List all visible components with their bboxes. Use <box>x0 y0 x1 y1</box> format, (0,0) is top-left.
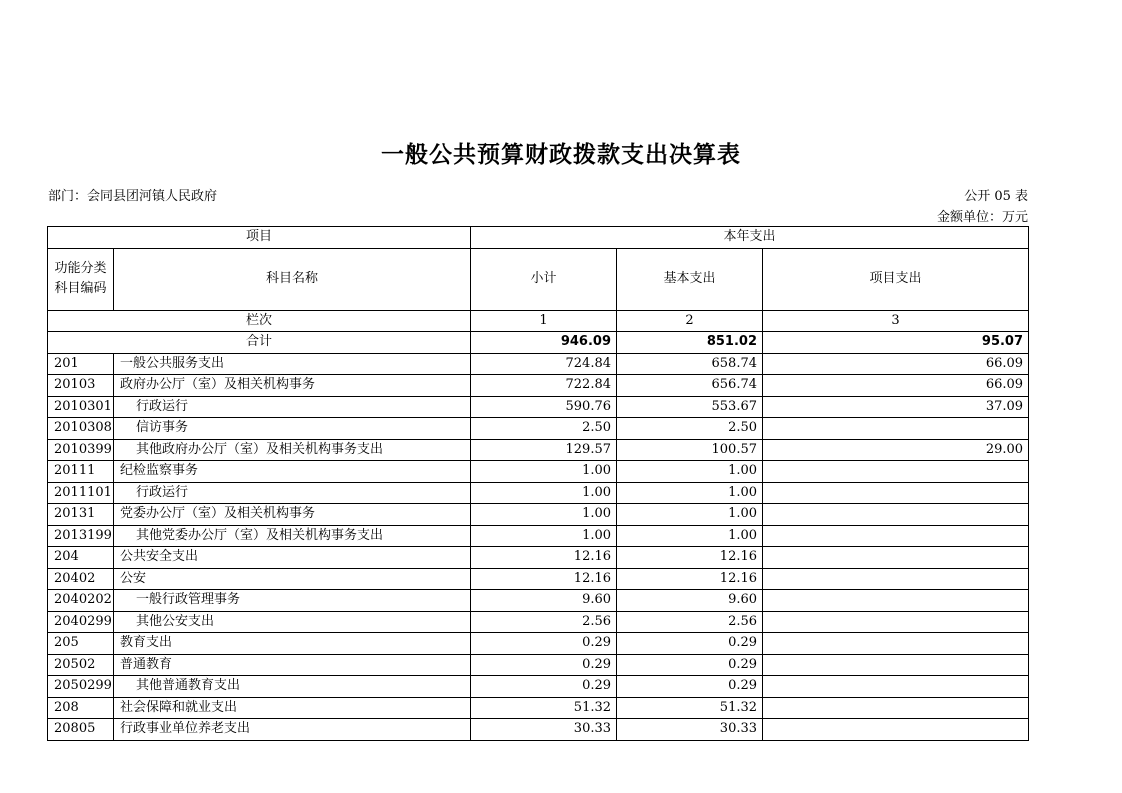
row-project: 66.09 <box>763 375 1029 397</box>
row-code: 201 <box>48 353 114 375</box>
table-row <box>48 590 1029 612</box>
row-code: 2013199 <box>48 525 114 547</box>
row-basic: 553.67 <box>617 396 763 418</box>
row-basic: 1.00 <box>617 461 763 483</box>
total-subtotal: 946.09 <box>471 332 617 354</box>
table-row <box>48 697 1029 719</box>
header-row-2 <box>48 248 1029 310</box>
header-subtotal: 小计 <box>471 248 617 310</box>
row-name: 其他公安支出 <box>114 611 471 633</box>
row-subtotal: 1.00 <box>471 525 617 547</box>
row-code: 2010308 <box>48 418 114 440</box>
row-project <box>763 525 1029 547</box>
column-number-2: 2 <box>617 310 763 332</box>
row-code: 20111 <box>48 461 114 483</box>
row-subtotal: 1.00 <box>471 504 617 526</box>
table-row <box>48 439 1029 461</box>
row-name: 其他党委办公厅（室）及相关机构事务支出 <box>114 525 471 547</box>
total-row <box>48 332 1029 354</box>
row-project <box>763 633 1029 655</box>
header-project-exp: 项目支出 <box>763 248 1029 310</box>
header-basic: 基本支出 <box>617 248 763 310</box>
form-number: 公开 05 表 <box>964 189 1028 204</box>
row-basic: 1.00 <box>617 504 763 526</box>
row-name: 政府办公厅（室）及相关机构事务 <box>114 375 471 397</box>
row-project <box>763 590 1029 612</box>
row-project <box>763 697 1029 719</box>
row-code: 2010301 <box>48 396 114 418</box>
table-row <box>48 482 1029 504</box>
row-name: 其他普通教育支出 <box>114 676 471 698</box>
table-row <box>48 611 1029 633</box>
header-code: 功能分类科目编码 <box>48 248 114 310</box>
row-basic: 2.56 <box>617 611 763 633</box>
row-basic: 2.50 <box>617 418 763 440</box>
table-row <box>48 719 1029 741</box>
row-subtotal: 2.50 <box>471 418 617 440</box>
row-name: 一般公共服务支出 <box>114 353 471 375</box>
row-code: 20805 <box>48 719 114 741</box>
table-row <box>48 633 1029 655</box>
row-basic: 656.74 <box>617 375 763 397</box>
row-name: 纪检监察事务 <box>114 461 471 483</box>
row-name: 其他政府办公厅（室）及相关机构事务支出 <box>114 439 471 461</box>
table-row <box>48 654 1029 676</box>
total-project: 95.07 <box>763 332 1029 354</box>
row-basic: 1.00 <box>617 482 763 504</box>
row-basic: 1.00 <box>617 525 763 547</box>
table-row <box>48 676 1029 698</box>
header-row-1 <box>48 227 1029 249</box>
table-row <box>48 525 1029 547</box>
row-basic: 30.33 <box>617 719 763 741</box>
row-code: 2050299 <box>48 676 114 698</box>
row-subtotal: 1.00 <box>471 482 617 504</box>
row-code: 2040202 <box>48 590 114 612</box>
row-subtotal: 0.29 <box>471 633 617 655</box>
row-code: 20103 <box>48 375 114 397</box>
total-basic: 851.02 <box>617 332 763 354</box>
row-code: 2010399 <box>48 439 114 461</box>
header-this-year: 本年支出 <box>471 227 1029 249</box>
row-subtotal: 2.56 <box>471 611 617 633</box>
row-code: 2040299 <box>48 611 114 633</box>
column-number-1: 1 <box>471 310 617 332</box>
row-basic: 51.32 <box>617 697 763 719</box>
row-basic: 658.74 <box>617 353 763 375</box>
row-project <box>763 504 1029 526</box>
row-name: 公安 <box>114 568 471 590</box>
row-name: 党委办公厅（室）及相关机构事务 <box>114 504 471 526</box>
row-code: 20402 <box>48 568 114 590</box>
row-subtotal: 0.29 <box>471 676 617 698</box>
row-subtotal: 9.60 <box>471 590 617 612</box>
row-subtotal: 0.29 <box>471 654 617 676</box>
row-code: 2011101 <box>48 482 114 504</box>
row-basic: 9.60 <box>617 590 763 612</box>
row-subtotal: 1.00 <box>471 461 617 483</box>
table-row <box>48 547 1029 569</box>
row-project: 29.00 <box>763 439 1029 461</box>
table-row <box>48 461 1029 483</box>
page-title: 一般公共预算财政拨款支出决算表 <box>381 141 741 168</box>
expenditure-table <box>47 226 1029 741</box>
row-code: 208 <box>48 697 114 719</box>
row-name: 一般行政管理事务 <box>114 590 471 612</box>
row-basic: 0.29 <box>617 633 763 655</box>
row-subtotal: 30.33 <box>471 719 617 741</box>
row-name: 教育支出 <box>114 633 471 655</box>
table-row <box>48 418 1029 440</box>
table-row <box>48 375 1029 397</box>
row-name: 信访事务 <box>114 418 471 440</box>
department-label: 部门：会同县团河镇人民政府 <box>48 189 218 204</box>
table-row <box>48 353 1029 375</box>
row-basic: 12.16 <box>617 547 763 569</box>
column-number-3: 3 <box>763 310 1029 332</box>
row-name: 公共安全支出 <box>114 547 471 569</box>
row-subtotal: 12.16 <box>471 568 617 590</box>
total-label: 合计 <box>48 332 471 354</box>
row-subtotal: 724.84 <box>471 353 617 375</box>
row-name: 行政运行 <box>114 482 471 504</box>
row-project: 37.09 <box>763 396 1029 418</box>
row-subtotal: 51.32 <box>471 697 617 719</box>
row-project <box>763 547 1029 569</box>
row-name: 普通教育 <box>114 654 471 676</box>
row-basic: 12.16 <box>617 568 763 590</box>
row-basic: 100.57 <box>617 439 763 461</box>
row-project <box>763 654 1029 676</box>
column-number-row <box>48 310 1029 332</box>
row-code: 20502 <box>48 654 114 676</box>
row-basic: 0.29 <box>617 676 763 698</box>
row-subtotal: 590.76 <box>471 396 617 418</box>
row-project <box>763 719 1029 741</box>
row-code: 204 <box>48 547 114 569</box>
row-name: 社会保障和就业支出 <box>114 697 471 719</box>
column-number-label: 栏次 <box>48 310 471 332</box>
row-project <box>763 418 1029 440</box>
row-name: 行政事业单位养老支出 <box>114 719 471 741</box>
row-subtotal: 722.84 <box>471 375 617 397</box>
row-name: 行政运行 <box>114 396 471 418</box>
row-project <box>763 482 1029 504</box>
row-basic: 0.29 <box>617 654 763 676</box>
table-row <box>48 568 1029 590</box>
header-name: 科目名称 <box>114 248 471 310</box>
table-row <box>48 396 1029 418</box>
row-project: 66.09 <box>763 353 1029 375</box>
row-subtotal: 12.16 <box>471 547 617 569</box>
amount-unit: 金额单位：万元 <box>936 210 1028 225</box>
row-code: 20131 <box>48 504 114 526</box>
table-row <box>48 504 1029 526</box>
row-project <box>763 676 1029 698</box>
row-code: 205 <box>48 633 114 655</box>
row-subtotal: 129.57 <box>471 439 617 461</box>
row-project <box>763 611 1029 633</box>
row-project <box>763 461 1029 483</box>
header-project: 项目 <box>48 227 471 249</box>
row-project <box>763 568 1029 590</box>
